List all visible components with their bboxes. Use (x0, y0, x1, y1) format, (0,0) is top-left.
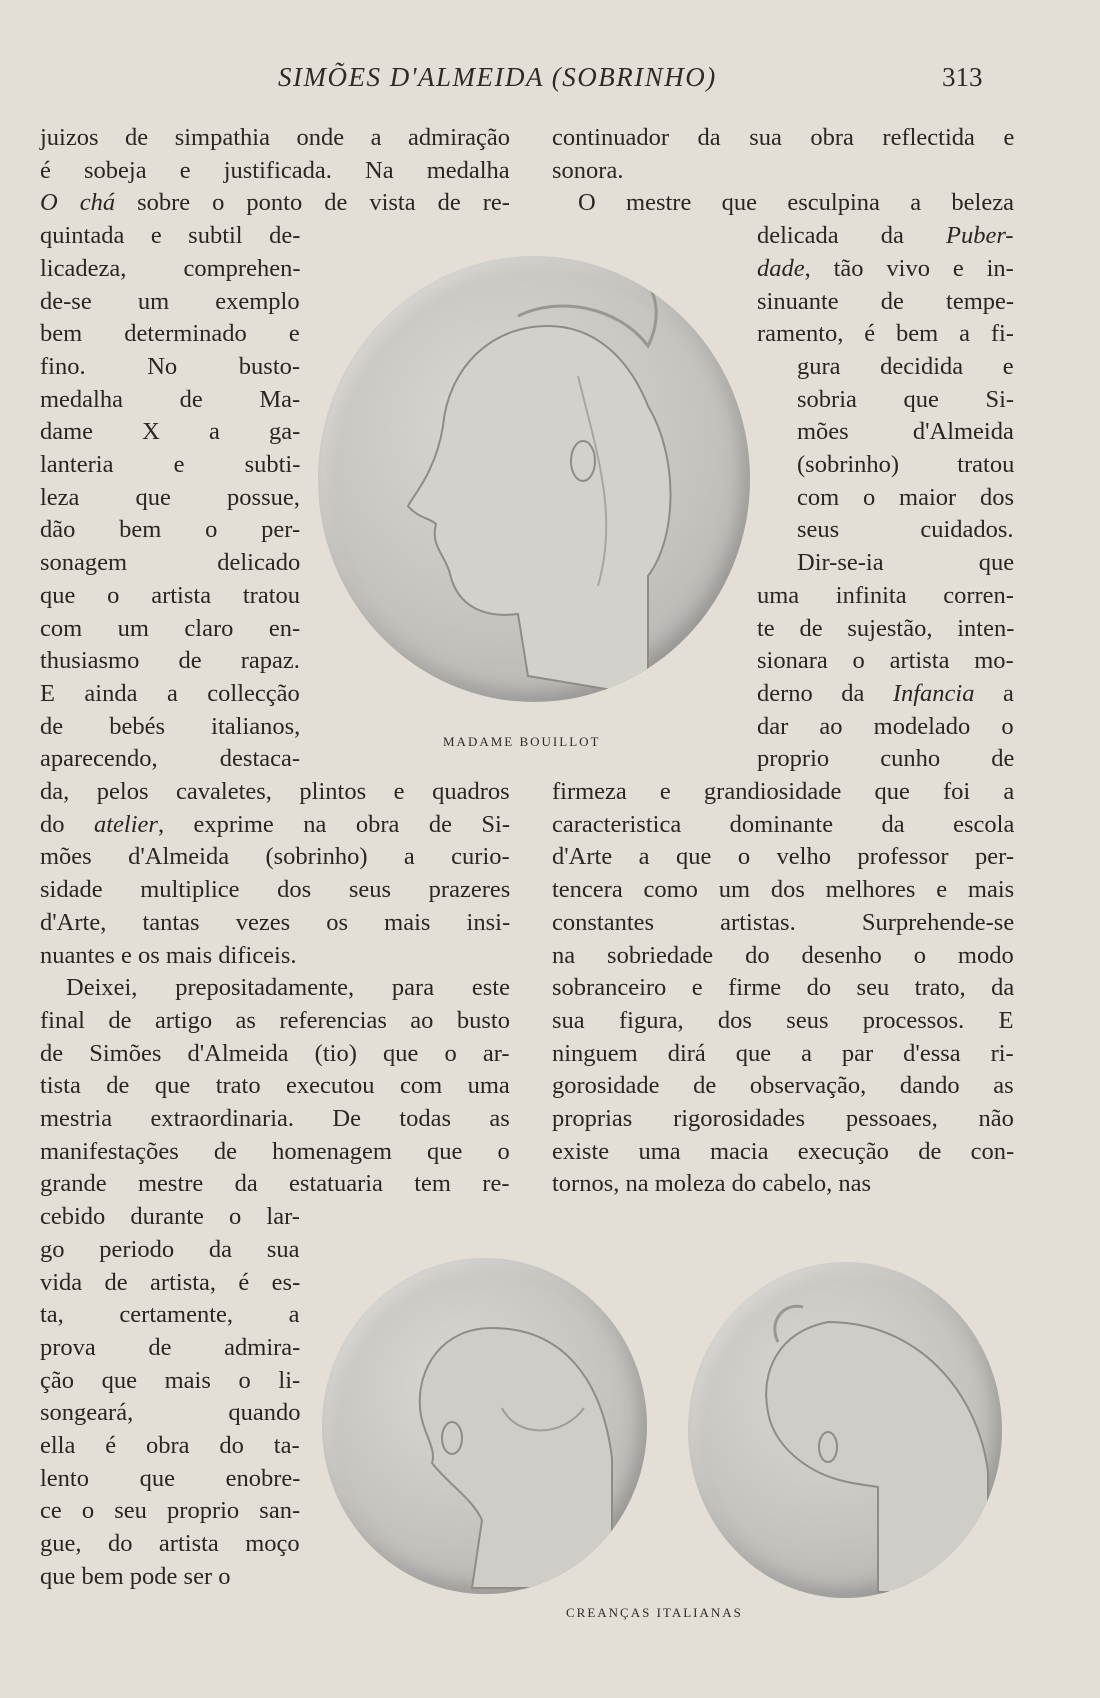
text-line: tista de que trato executou com uma (40, 1072, 510, 1100)
child-profile-relief-icon (322, 1258, 647, 1594)
text-line: gorosidade de observação, dando as (552, 1072, 1014, 1100)
text-line: d'Arte a que o velho professor per- (552, 843, 1014, 871)
text-line: manifestações de homenagem que o (40, 1137, 510, 1165)
text-line: ção que mais o li- (40, 1366, 301, 1394)
text-line: vida de artista, é es- (40, 1268, 301, 1296)
text-line: prova de admira- (40, 1333, 301, 1361)
text-line: Dir-se-ia que (797, 549, 1015, 577)
text-line: ta, certamente, a (40, 1301, 300, 1329)
text-line: sua figura, dos seus processos. E (552, 1006, 1014, 1034)
profile-relief-icon (318, 256, 750, 702)
text-line: quintada e subtil de- (40, 222, 301, 250)
text-line: O chá sobre o ponto de vista de re- (40, 189, 510, 217)
text-line: proprio cunho de (757, 745, 1015, 773)
medallion-child-right (688, 1262, 1002, 1598)
text-line: fino. No busto- (40, 352, 301, 380)
text-line: ninguem dirá que a par d'essa ri- (552, 1039, 1014, 1067)
text-line: seus cuidados. (797, 516, 1014, 544)
text-line: medalha de Ma- (40, 385, 301, 413)
text-line: ella é obra do ta- (40, 1432, 300, 1459)
text-line: dar ao modelado o (757, 712, 1014, 740)
text-line: d'Arte, tantas vezes os mais insi- (40, 908, 511, 936)
text-line: dão bem o per- (40, 516, 301, 544)
text-line: que o artista tratou (40, 581, 301, 609)
text-line: sionara o artista mo- (757, 647, 1014, 675)
text-line: grande mestre da estatuaria tem re- (40, 1170, 510, 1198)
text-line: sinuante de tempe- (757, 287, 1015, 315)
text-line: tencera como um dos melhores e mais (552, 876, 1015, 904)
text-line: sobria que Si- (797, 385, 1015, 413)
text-line: existe uma macia execução de con- (552, 1137, 1015, 1165)
text-line: de-se um exemplo (40, 287, 300, 315)
text-line: mões d'Almeida (sobrinho) a curio- (40, 843, 510, 871)
text-line: da, pelos cavaletes, plintos e quadros (40, 778, 510, 805)
text-line: na sobriedade do desenho o modo (552, 941, 1014, 969)
page-number: 313 (942, 62, 983, 92)
text-line: do atelier, exprime na obra de Si- (40, 810, 510, 838)
medallion-madame-bouillot (318, 256, 750, 702)
text-line: dame X a ga- (40, 418, 301, 446)
text-line: proprias rigorosidades pessoaes, não (552, 1105, 1014, 1132)
text-line: ramento, é bem a fi- (757, 320, 1014, 348)
text-line: derno da Infancia a (757, 679, 1014, 707)
text-line: dade, tão vivo e in- (757, 254, 1014, 282)
text-line: com um claro en- (40, 614, 301, 642)
text-line: sonora. (552, 156, 624, 184)
text-line: mestria extraordinaria. De todas as (40, 1105, 510, 1132)
child-profile-relief-icon (688, 1262, 1002, 1598)
text-line: bem determinado e (40, 320, 300, 348)
text-line: tornos, na moleza do cabelo, nas (552, 1170, 872, 1198)
text-line: leza que possue, (40, 483, 300, 511)
text-line: gura decidida e (797, 352, 1014, 380)
text-line: com o maior dos (797, 483, 1014, 511)
text-line: licadeza, comprehen- (40, 254, 301, 282)
text-line: de bebés italianos, (40, 712, 301, 740)
running-title: SIMÕES D'ALMEIDA (SOBRINHO) (278, 62, 717, 92)
text-line: ce o seu proprio san- (40, 1497, 301, 1525)
text-line: que bem pode ser o (40, 1562, 231, 1590)
medallion-child-left (322, 1258, 647, 1594)
text-line: Deixei, prepositadamente, para este (66, 974, 510, 1002)
text-line: te de sujestão, inten- (757, 614, 1015, 642)
text-line: sidade multiplice dos seus prazeres (40, 876, 511, 904)
text-line: é sobeja e justificada. Na medalha (40, 156, 510, 184)
text-line: firmeza e grandiosidade que foi a (552, 778, 1015, 805)
text-line: thusiasmo de rapaz. (40, 647, 300, 675)
text-line: (sobrinho) tratou (797, 451, 1015, 478)
text-line: sonagem delicado (40, 549, 301, 577)
text-line: final de artigo as referencias ao busto (40, 1006, 510, 1034)
text-line: juizos de simpathia onde a admiração (40, 124, 511, 151)
text-line: lanteria e subti- (40, 451, 301, 478)
text-line: E ainda a collecção (40, 679, 300, 707)
text-line: de Simões d'Almeida (tio) que o ar- (40, 1039, 510, 1067)
text-line: constantes artistas. Surprehende-se (552, 908, 1015, 936)
text-line: uma infinita corren- (757, 581, 1014, 609)
caption-madame-bouillot: MADAME BOUILLOT (443, 734, 601, 749)
text-line: delicada da Puber- (757, 222, 1014, 250)
caption-creancas-italianas: CREANÇAS ITALIANAS (566, 1605, 743, 1620)
text-line: continuador da sua obra reflectida e (552, 124, 1015, 151)
text-line: O mestre que esculpina a beleza (578, 189, 1014, 217)
text-line: lento que enobre- (40, 1464, 301, 1492)
text-line: gue, do artista moço (40, 1530, 300, 1558)
text-line: nuantes e os mais dificeis. (40, 941, 297, 969)
text-line: mões d'Almeida (797, 418, 1014, 446)
text-line: aparecendo, destaca- (40, 745, 301, 773)
text-line: go periodo da sua (40, 1235, 300, 1263)
text-line: caracteristica dominante da escola (552, 810, 1015, 838)
text-line: songeará, quando (40, 1399, 301, 1427)
text-line: sobranceiro e firme do seu trato, da (552, 974, 1015, 1002)
running-head (0, 62, 1100, 102)
text-line: cebido durante o lar- (40, 1203, 300, 1231)
